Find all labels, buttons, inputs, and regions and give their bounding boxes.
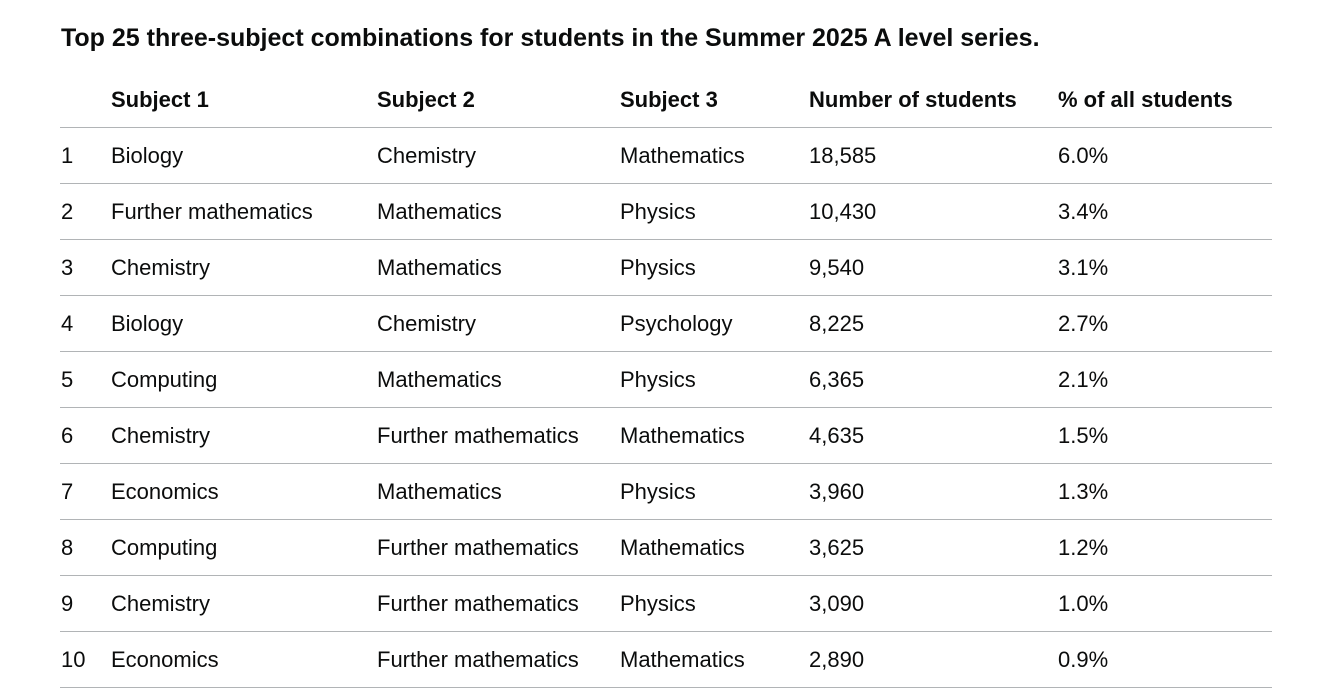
cell-subject-1: Economics [111, 632, 377, 688]
cell-subject-2: Mathematics [377, 464, 620, 520]
cell-subject-3: Physics [620, 464, 809, 520]
cell-subject-1: Computing [111, 520, 377, 576]
table-row [60, 408, 1272, 464]
cell-percent: 1.5% [1058, 408, 1272, 464]
table-row [60, 240, 1272, 296]
cell-subject-2: Further mathematics [377, 520, 620, 576]
cell-percent: 2.7% [1058, 296, 1272, 352]
cell-subject-1: Biology [111, 296, 377, 352]
cell-subject-3: Mathematics [620, 408, 809, 464]
header-number-of-students: Number of students [809, 72, 1058, 128]
table-body [60, 128, 1272, 688]
table-row [60, 520, 1272, 576]
cell-rank: 7 [60, 464, 111, 520]
cell-subject-3: Physics [620, 352, 809, 408]
table-row [60, 576, 1272, 632]
cell-number-of-students: 8,225 [809, 296, 1058, 352]
cell-number-of-students: 18,585 [809, 128, 1058, 184]
table-caption: Top 25 three-subject combinations for students in the Summer 2025 A level series. [61, 24, 1040, 52]
cell-rank: 5 [60, 352, 111, 408]
cell-subject-2: Further mathematics [377, 408, 620, 464]
cell-subject-1: Chemistry [111, 240, 377, 296]
table-row [60, 184, 1272, 240]
cell-number-of-students: 6,365 [809, 352, 1058, 408]
table-row [60, 464, 1272, 520]
cell-subject-2: Further mathematics [377, 632, 620, 688]
cell-number-of-students: 3,960 [809, 464, 1058, 520]
cell-rank: 2 [60, 184, 111, 240]
cell-percent: 1.0% [1058, 576, 1272, 632]
cell-rank: 3 [60, 240, 111, 296]
header-rank [60, 72, 111, 128]
cell-percent: 2.1% [1058, 352, 1272, 408]
cell-subject-2: Chemistry [377, 128, 620, 184]
cell-number-of-students: 9,540 [809, 240, 1058, 296]
cell-subject-3: Mathematics [620, 632, 809, 688]
cell-rank: 1 [60, 128, 111, 184]
cell-rank: 6 [60, 408, 111, 464]
cell-subject-3: Mathematics [620, 520, 809, 576]
cell-rank: 9 [60, 576, 111, 632]
table-row [60, 296, 1272, 352]
cell-subject-3: Mathematics [620, 128, 809, 184]
cell-rank: 10 [60, 632, 111, 688]
header-subject-1: Subject 1 [111, 72, 377, 128]
header-row [60, 72, 1272, 128]
cell-subject-1: Chemistry [111, 576, 377, 632]
cell-percent: 1.2% [1058, 520, 1272, 576]
cell-subject-3: Physics [620, 184, 809, 240]
cell-percent: 6.0% [1058, 128, 1272, 184]
table-header [60, 72, 1272, 128]
subject-combinations-table [60, 72, 1272, 688]
cell-number-of-students: 10,430 [809, 184, 1058, 240]
cell-number-of-students: 3,090 [809, 576, 1058, 632]
cell-subject-3: Physics [620, 240, 809, 296]
cell-subject-1: Biology [111, 128, 377, 184]
cell-rank: 8 [60, 520, 111, 576]
cell-number-of-students: 2,890 [809, 632, 1058, 688]
cell-subject-3: Psychology [620, 296, 809, 352]
cell-subject-1: Further mathematics [111, 184, 377, 240]
cell-percent: 3.1% [1058, 240, 1272, 296]
table-row [60, 352, 1272, 408]
cell-percent: 3.4% [1058, 184, 1272, 240]
cell-subject-2: Further mathematics [377, 576, 620, 632]
cell-percent: 0.9% [1058, 632, 1272, 688]
cell-number-of-students: 4,635 [809, 408, 1058, 464]
cell-subject-3: Physics [620, 576, 809, 632]
cell-rank: 4 [60, 296, 111, 352]
header-subject-2: Subject 2 [377, 72, 620, 128]
cell-subject-2: Mathematics [377, 240, 620, 296]
cell-subject-2: Mathematics [377, 352, 620, 408]
cell-subject-1: Computing [111, 352, 377, 408]
cell-percent: 1.3% [1058, 464, 1272, 520]
header-subject-3: Subject 3 [620, 72, 809, 128]
cell-number-of-students: 3,625 [809, 520, 1058, 576]
cell-subject-1: Economics [111, 464, 377, 520]
cell-subject-2: Mathematics [377, 184, 620, 240]
cell-subject-2: Chemistry [377, 296, 620, 352]
table-row [60, 128, 1272, 184]
cell-subject-1: Chemistry [111, 408, 377, 464]
table-row [60, 632, 1272, 688]
header-percent-of-students: % of all students [1058, 72, 1272, 128]
